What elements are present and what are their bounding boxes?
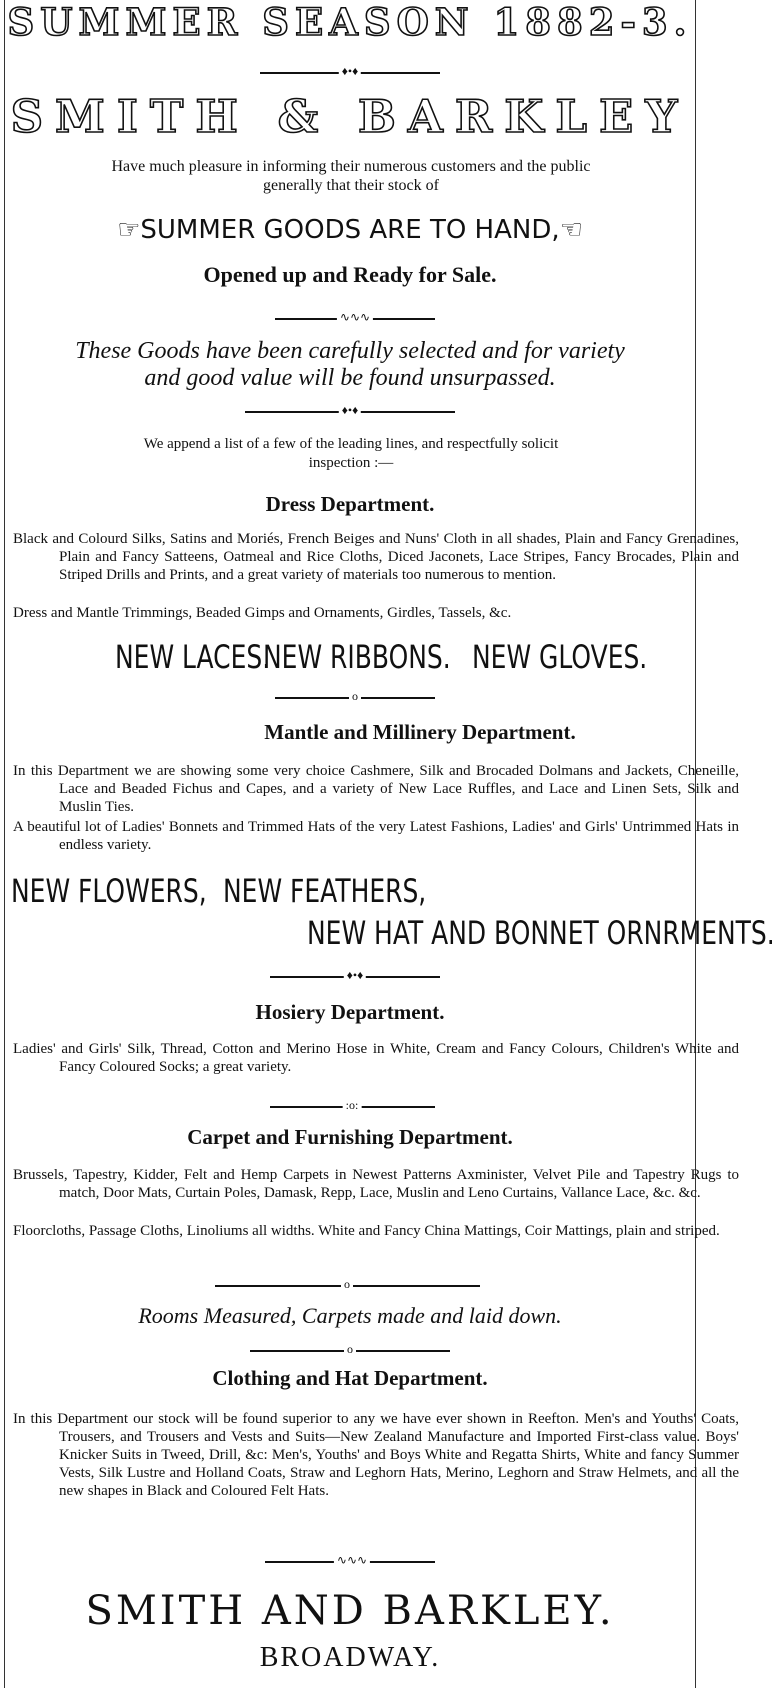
new-flowers: NEW FLOWERS, <box>11 872 207 910</box>
advertisement <box>4 0 775 1688</box>
new-hat-ornaments: NEW HAT AND BONNET ORNRMENTS. <box>307 914 775 952</box>
new-laces: NEW LACES. <box>115 638 271 676</box>
intro-line-2: generally that their stock of <box>263 177 439 194</box>
wave-ornament: ∿∿∿ <box>334 1554 370 1566</box>
hosiery-paragraph: Ladies' and Girls' Silk, Thread, Cotton and Merino Hose in White, Cream and Fancy Colours, Children's White and Fancy Coloured Socks; a great variety. <box>13 1041 739 1075</box>
pointing-hand-right-icon: ☞ <box>117 215 141 245</box>
selected-line-2: and good value will be found unsurpassed. <box>144 365 556 391</box>
rooms-measured: Rooms Measured, Carpets made and laid down. <box>138 1303 562 1328</box>
dress-paragraph-1: Black and Colourd Silks, Satins and Moriés, French Beiges and Nuns' Cloth in all shades, Plain and Fancy Grenadines, Plain and Fancy Satteens, Oatmeal and Rice Cloths, Diced Jaconets, Lace Stripes, Fancy Brocades, Plain and Striped Drills and Prints, and a great variety of materials too numerous to mention. <box>13 531 739 583</box>
append-line-2: inspection :— <box>308 455 394 471</box>
selected-line-1: These Goods have been carefully selected and for variety <box>75 338 625 364</box>
opened-up-line: Opened up and Ready for Sale. <box>203 262 497 287</box>
footer-address: BROADWAY. <box>259 1642 441 1673</box>
mantle-paragraph-2: A beautiful lot of Ladies' Bonnets and Trimmed Hats of the very Latest Fashions, Ladies' and Girls' Untrimmed Hats in endless variety. <box>13 819 739 853</box>
diamond-ornament: ♦•♦ <box>339 404 361 416</box>
append-line-1: We append a list of a few of the leading lines, and respectfully solicit <box>143 436 559 452</box>
summer-goods-headline <box>5 215 695 245</box>
footer-firm-name: SMITH AND BARKLEY. <box>85 1588 615 1634</box>
carpet-department-title: Carpet and Furnishing Department. <box>187 1125 513 1149</box>
wave-ornament: ∿∿∿ <box>337 311 373 323</box>
carpet-paragraph-1: Brussels, Tapestry, Kidder, Felt and Hemp Carpets in Newest Patterns Axminister, Velvet Pile and Tapestry Rugs to match, Door Mats, Curtain Poles, Damask, Repp, Lace, Muslin and Leno Curtains, Vallance Lace, &c. &c. <box>13 1167 739 1201</box>
mantle-department-title: Mantle and Millinery Department. <box>264 720 576 744</box>
o-ornament: o <box>344 1343 356 1355</box>
hosiery-department-title: Hosiery Department. <box>255 1000 445 1024</box>
season-header: SUMMER SEASON 1882-3. <box>7 0 693 44</box>
carpet-paragraph-2: Floorcloths, Passage Cloths, Linoliums all widths. White and Fancy China Mattings, Coir Mattings, plain and striped. <box>13 1223 720 1239</box>
clothing-paragraph: In this Department our stock will be found superior to any we have ever shown in Reefton. Men's and Youths' Coats, Trousers, and Trousers and Vests and Suits—New Zealand Manufacture and Imported First-class value. Boys' Knicker Suits in Tweed, Drill, &c: Men's, Youths' and Boys White and Regatta Shirts, White and fancy Summer Vests, Silk Lustre and Holland Coats, Straw and Leghorn Hats, Merino, Leghorn and Straw Helmets, and all the new shapes in Black and Coloured Felt Hats. <box>13 1411 739 1499</box>
firm-name: SMITH & BARKLEY <box>10 90 690 143</box>
o-ornament: o <box>349 690 361 702</box>
mantle-paragraph-1: In this Department we are showing some very choice Cashmere, Silk and Brocaded Dolmans and Jackets, Cheneille, Lace and Beaded Fichus and Capes, and a variety of New Lace Ruffles, and Lace and Linen Sets, Silk and Muslin Ties. <box>13 763 739 815</box>
new-gloves: NEW GLOVES. <box>472 638 648 676</box>
colon-ornament: :o: <box>343 1099 362 1111</box>
clothing-department-title: Clothing and Hat Department. <box>212 1366 488 1390</box>
intro-line-1: Have much pleasure in informing their numerous customers and the public <box>111 158 591 175</box>
summer-goods-text: SUMMER GOODS ARE TO HAND, <box>140 215 560 245</box>
dress-paragraph-2: Dress and Mantle Trimmings, Beaded Gimps and Ornaments, Girdles, Tassels, &c. <box>13 605 512 621</box>
pointing-hand-left-icon: ☜ <box>559 215 583 245</box>
dress-department-title: Dress Department. <box>265 492 435 516</box>
new-feathers: NEW FEATHERS, <box>223 872 427 910</box>
diamond-ornament: ♦•♦ <box>339 65 361 77</box>
o-ornament: o <box>341 1278 353 1290</box>
new-ribbons: NEW RIBBONS. <box>263 638 451 676</box>
diamond-ornament: ♦•♦ <box>344 969 366 981</box>
